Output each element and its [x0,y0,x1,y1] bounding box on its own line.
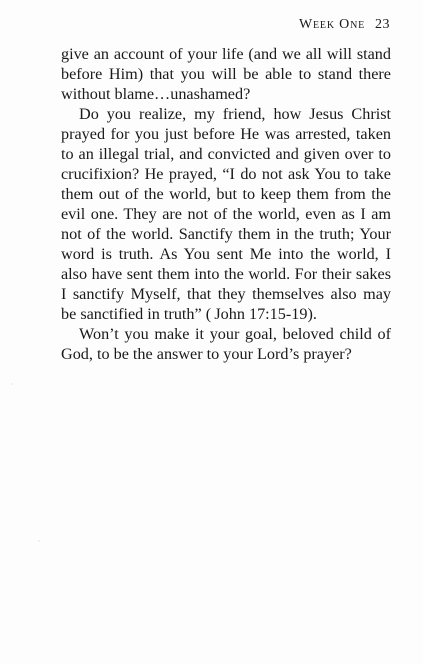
page-number: 23 [375,17,390,32]
scan-speck [38,540,40,542]
running-head [299,17,390,33]
paragraph-prayer: Do you realize, my friend, how Jesus Christ prayed for you just before He was arrested, taken to an illegal trial, and convicted and given over to crucifixion? He prayed, “I do not ask You to take them out of the world, but to keep them from the evil one. They are not of the world, even as I am not of the world. Sanctify them in the truth; Your word is truth. As You sent Me into the world, I also have sent them into the world. For their sakes I sanctify Myself, that they themselves also may be sanctified in truth” ( John 17:15-19). [61,105,391,323]
paragraph-closing: Won’t you make it your goal, beloved child of God, to be the answer to your Lord’s prayer? [61,325,391,363]
running-head-section: Week One [299,17,365,32]
scan-speck [11,383,13,385]
paragraph-continuation: give an account of your life (and we all will stand before Him) that you will be able to stand there without blame…unashamed? [61,45,391,103]
body-text [61,44,391,364]
